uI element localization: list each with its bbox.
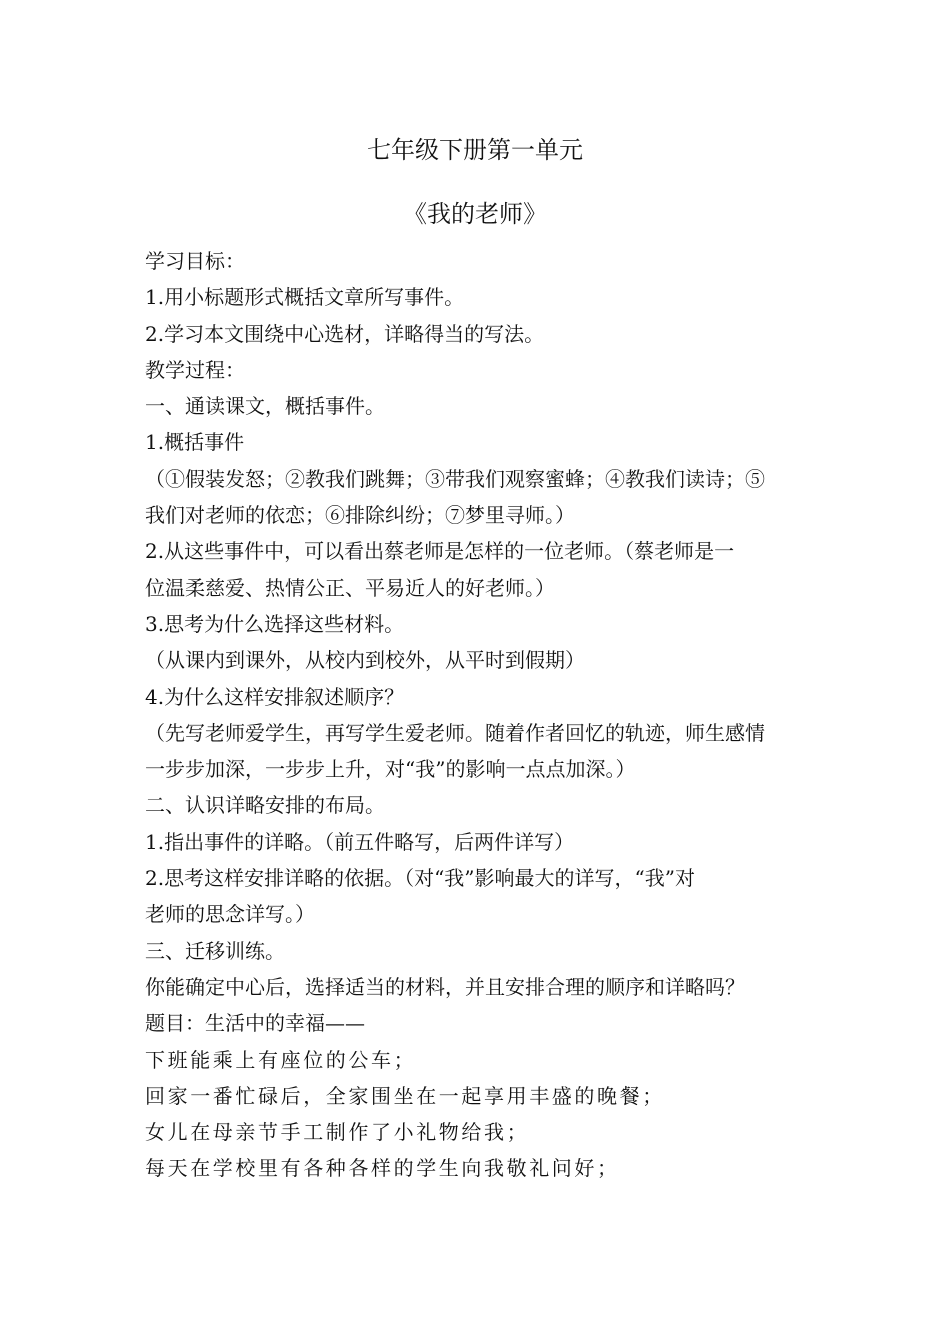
step-1-item-3: 3.思考为什么选择这些材料。 [145,611,405,636]
step-1-item-1-answer-b: 我们对老师的依恋；⑥排除纠纷；⑦梦里寻师。） [145,503,575,528]
step-2-heading: 二、认识详略安排的布局。 [145,793,385,818]
step-1-item-1-answer-a: （①假装发怒；②教我们跳舞；③带我们观察蜜蜂；④教我们读诗；⑤ [145,466,765,491]
step-1-item-2-a: 2.从这些事件中，可以看出蔡老师是怎样的一位老师。（蔡老师是一 [145,539,735,564]
step-1-item-3-answer: （从课内到课外，从校内到校外，从平时到假期） [145,648,585,673]
step-1-item-4: 4.为什么这样安排叙述顺序？ [145,684,405,709]
example-line-4: 每天在学校里有各种各样的学生向我敬礼问好； [145,1156,620,1181]
step-3-topic: 题目：生活中的幸福—— [145,1011,365,1036]
step-3-question: 你能确定中心后，选择适当的材料，并且安排合理的顺序和详略吗？ [145,974,745,999]
step-1-item-2-b: 位温柔慈爱、热情公正、平易近人的好老师。） [145,575,555,600]
lesson-title: 《我的老师》 [403,200,547,228]
step-1-heading: 一、通读课文，概括事件。 [145,394,385,419]
step-2-item-1: 1.指出事件的详略。（前五件略写，后两件详写） [145,829,575,854]
example-line-1: 下班能乘上有座位的公车； [145,1047,417,1072]
unit-title: 七年级下册第一单元 [367,136,583,164]
step-2-item-2-b: 老师的思念详写。） [145,902,315,927]
step-3-heading: 三、迁移训练。 [145,938,285,963]
section-heading-objectives: 学习目标： [145,249,245,273]
step-1-item-4-answer-b: 一步步加深，一步步上升，对“我”的影响一点点加深。） [145,757,636,782]
section-heading-process: 教学过程： [145,357,245,382]
example-line-3: 女儿在母亲节手工制作了小礼物给我； [145,1120,530,1145]
objective-1: 1.用小标题形式概括文章所写事件。 [145,285,465,310]
document-body [145,243,815,1187]
objective-2: 2.学习本文围绕中心选材，详略得当的写法。 [145,321,545,346]
step-1-item-4-answer-a: （先写老师爱学生，再写学生爱老师。随着作者回忆的轨迹，师生感情 [145,720,765,745]
step-1-item-1: 1.概括事件 [145,430,245,455]
step-2-item-2-a: 2.思考这样安排详略的依据。（对“我”影响最大的详写，“我”对 [145,866,695,891]
example-line-2: 回家一番忙碌后，全家围坐在一起享用丰盛的晚餐； [145,1083,665,1108]
